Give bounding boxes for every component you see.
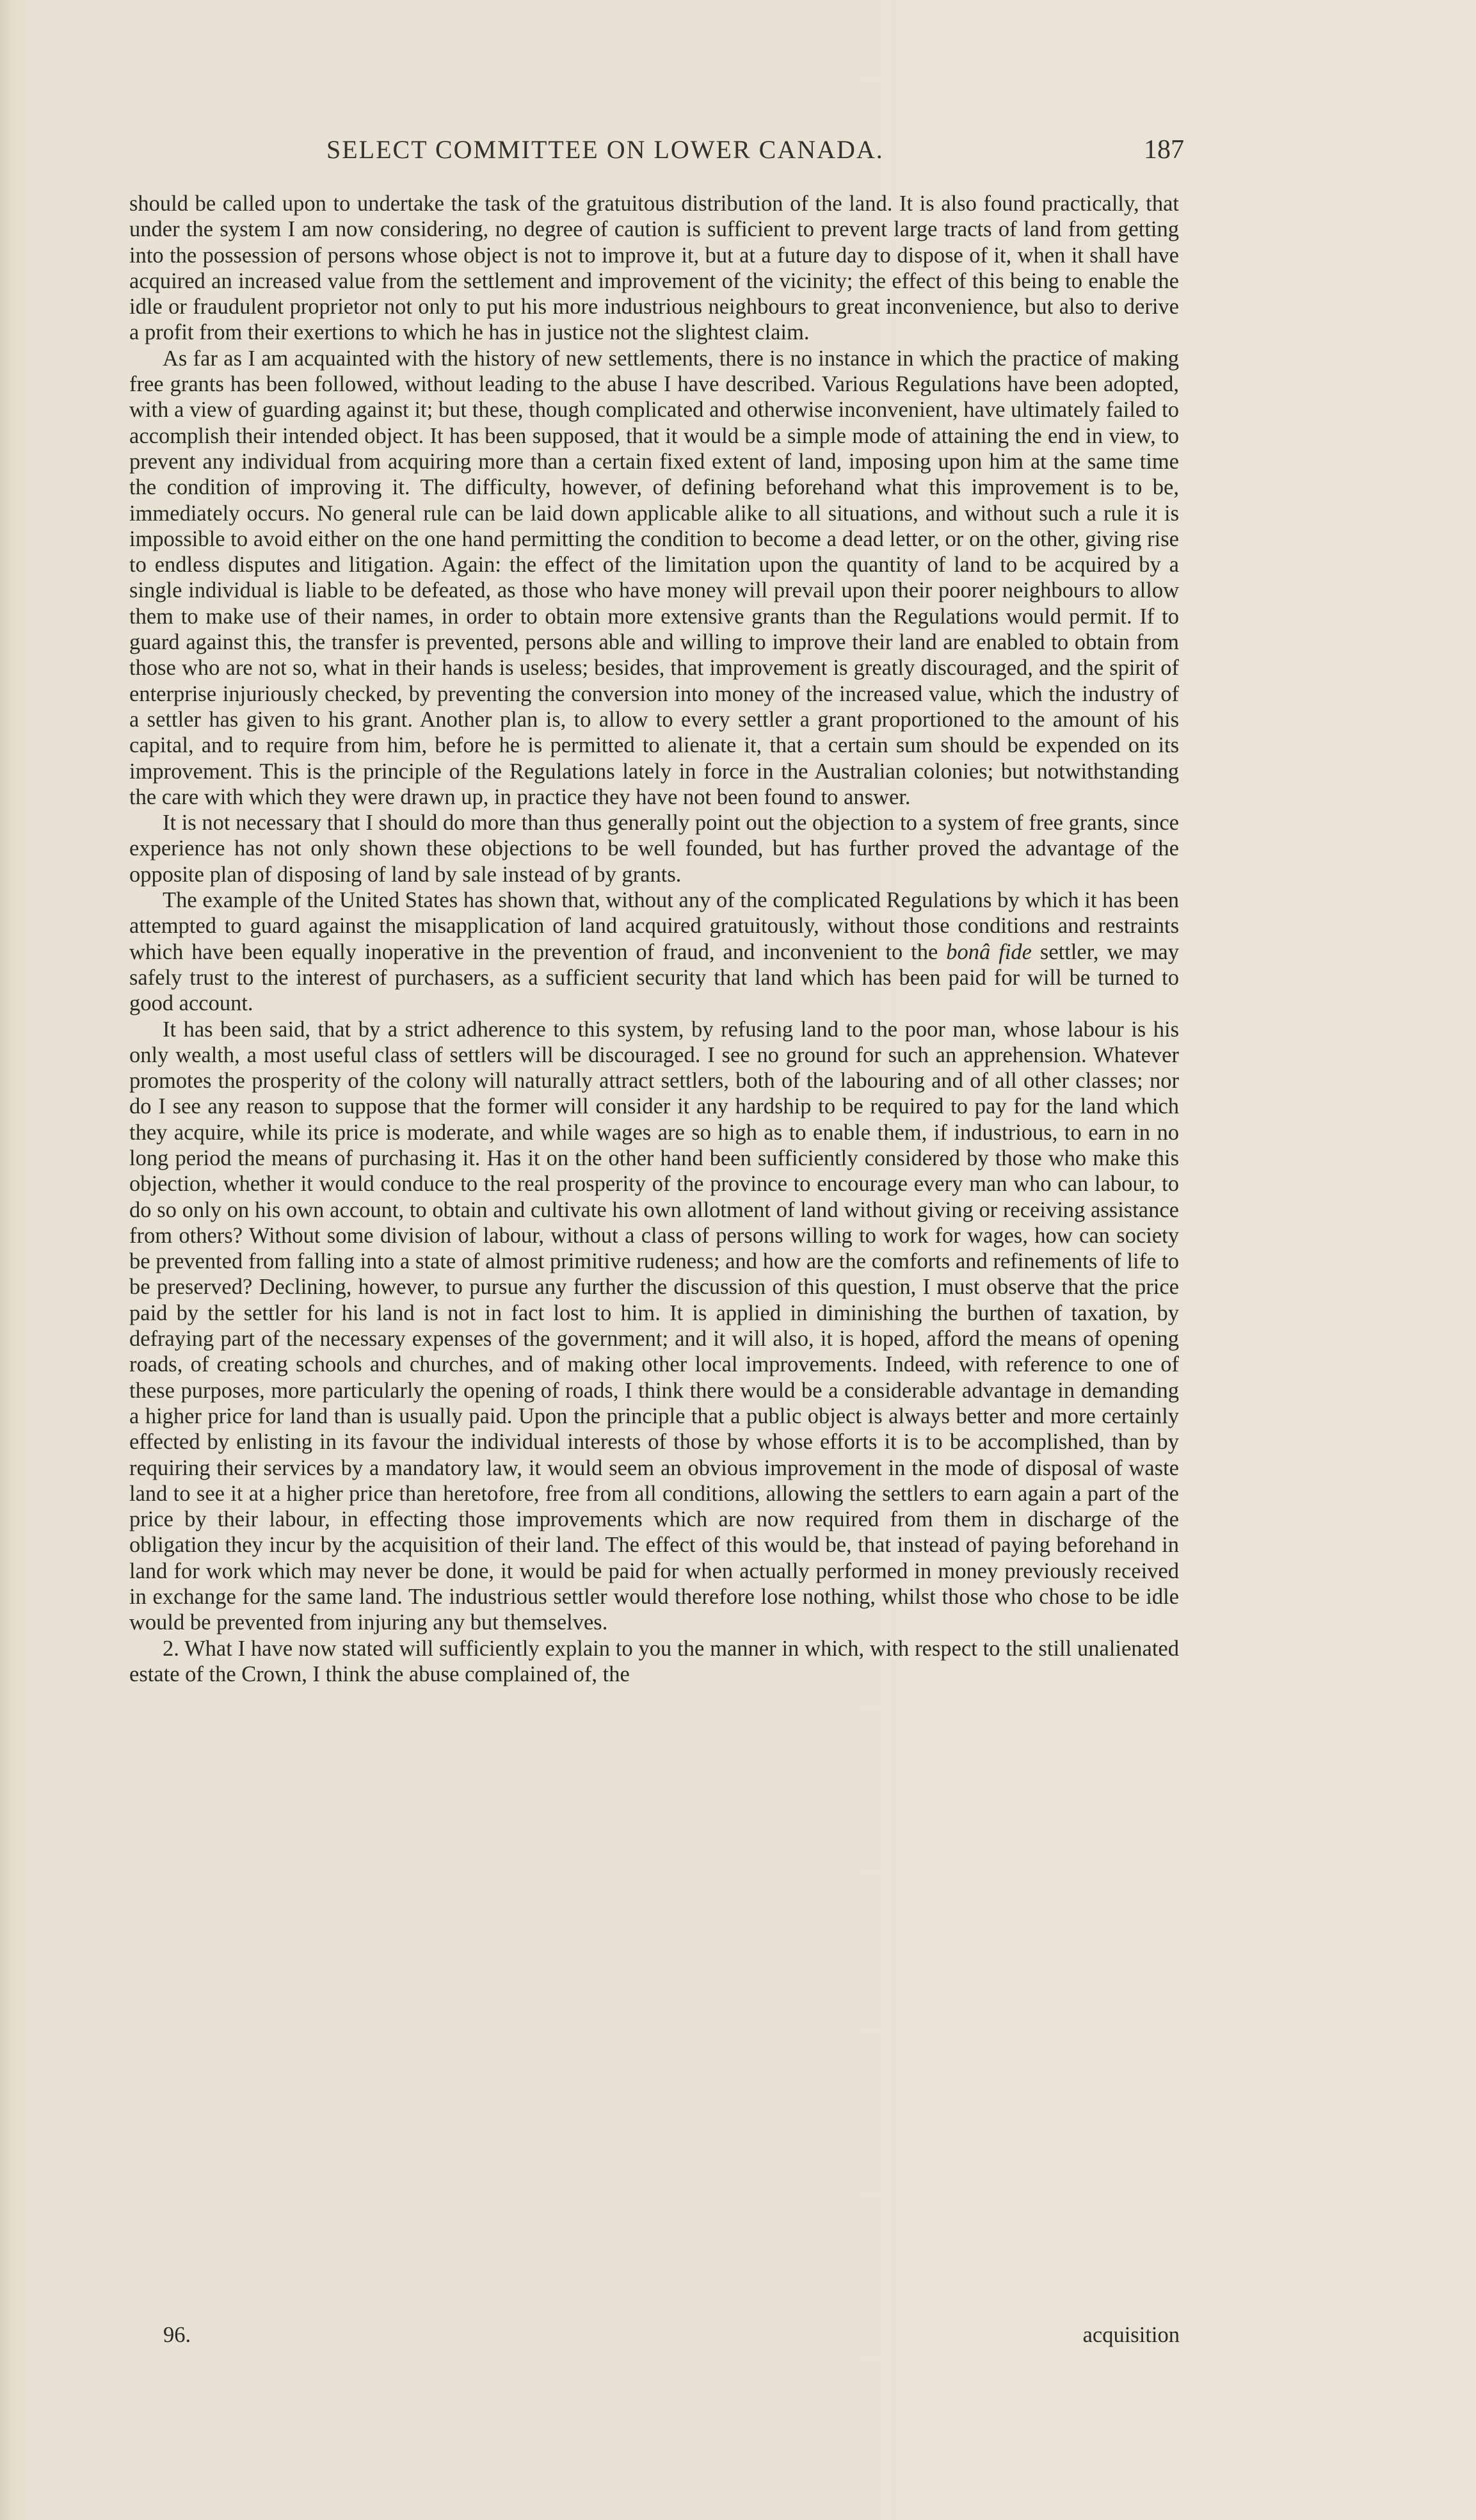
signature-mark: 96. [163, 2323, 191, 2347]
paragraph-2: As far as I am acquainted with the history of new settlements, there is no instance in which the practice of making free grants has been followed, without leading to the abuse I have described. Various Regulations have been adopted, with a view of guarding against it; but these, though complicated and otherwise inconvenient, have ultimately failed to accomplish their intended object. It has been supposed, that it would be a simple mode of attaining the end in view, to prevent any individual from acquiring more than a certain fixed extent of land, imposing upon him at the same time the condition of improving it. The difficulty, however, of defining beforehand what this improvement is to be, immediately occurs. No general rule can be laid down applicable alike to all situations, and without such a rule it is impossible to avoid either on the one hand permitting the condition to become a dead letter, or on the other, giving rise to endless disputes and litigation. Again: the effect of the limitation upon the quantity of land to be acquired by a single individual is liable to be defeated, as those who have money will prevail upon their poorer neighbours to allow them to make use of their names, in order to obtain more extensive grants than the Regulations would permit. If to guard against this, the transfer is prevented, persons able and willing to improve their land are enabled to obtain from those who are not so, what in their hands is useless; besides, that improvement is greatly discouraged, and the spirit of enterprise injuriously checked, by preventing the conversion into money of the increased value, which the industry of a settler has given to his grant. Another plan is, to allow to every settler a grant proportioned to the amount of his capital, and to require from him, before he is permitted to alienate it, that a certain sum should be expended on its improvement. This is the principle of the Regulations lately in force in the Australian colonies; but notwithstanding the care with which they were drawn up, in practice they have not been found to answer. [129, 346, 1179, 809]
running-header [122, 134, 1184, 173]
catchword: acquisition [1082, 2323, 1180, 2347]
page-footer [163, 2323, 1180, 2354]
paragraph-1: should be called upon to undertake the task of the gratuitous distribution of the land. It is also found practically, that under the system I am now considering, no degree of caution is sufficient to prevent large tracts of land from getting into the possession of persons whose object is not to improve it, but at a future day to dispose of it, when it shall have acquired an increased value from the settlement and improvement of the vicinity; the effect of this being to enable the idle or fraudulent proprietor not only to put his more industrious neighbours to great inconvenience, but also to derive a profit from their exertions to which he has in justice not the slightest claim. [129, 191, 1179, 345]
paragraph-4 [129, 887, 1179, 1016]
page-number: 187 [1144, 135, 1184, 165]
paragraph-4-text-after: settler, we may safely trust to the interest of purchasers, as a sufficient security that land which has been paid for will be turned to good account. [129, 939, 1179, 1016]
header-title: SELECT COMMITTEE ON LOWER CANADA. [326, 135, 884, 164]
body-text [129, 191, 1179, 1687]
paragraph-4-text-before: The example of the United States has shown that, without any of the complicated Regulations by which it has been attempted to guard against the misapplication of land acquired gratuitously, without those conditions and restraints which have been equally inoperative in the prevention of fraud, and inconvenient to the [129, 888, 1179, 964]
italic-phrase: bonâ fide [946, 939, 1032, 964]
paragraph-5: It has been said, that by a strict adherence to this system, by refusing land to the poor man, whose labour is his only wealth, a most useful class of settlers will be discouraged. I see no ground for such an apprehension. Whatever promotes the prosperity of the colony will naturally attract settlers, both of the labouring and of all other classes; nor do I see any reason to suppose that the former will consider it any hardship to be required to pay for the land which they acquire, while its price is moderate, and while wages are so high as to enable them, if industrious, to earn in no long period the means of purchasing it. Has it on the other hand been sufficiently considered by those who make this objection, whether it would conduce to the real prosperity of the province to encourage every man who can labour, to do so only on his own account, to obtain and cultivate his own allotment of land without giving or receiving assistance from others? Without some division of labour, without a class of persons willing to work for wages, how can society be prevented from falling into a state of almost primitive rudeness; and how are the comforts and refinements of life to be preserved? Declining, however, to pursue any further the discussion of this question, I must observe that the price paid by the settler for his land is not in fact lost to him. It is applied in diminishing the burthen of taxation, by defraying part of the necessary expenses of the government; and it will also, it is hoped, afford the means of opening roads, of creating schools and churches, and of making other local improvements. Indeed, with reference to one of these purposes, more particularly the opening of roads, I think there would be a considerable advantage in demanding a higher price for land than is usually paid. Upon the principle that a public object is always better and more certainly effected by enlisting in its favour the individual interests of those by whose efforts it is to be accomplished, than by requiring their services by a mandatory law, it would seem an obvious improvement in the mode of disposal of waste land to see it at a higher price than heretofore, free from all conditions, allowing the settlers to earn again a part of the price by their labour, in effecting those improvements which are now required from them in discharge of the obligation they incur by the acquisition of their land. The effect of this would be, that instead of paying beforehand in land for work which may never be done, it would be paid for when actually performed in money previously received in exchange for the same land. The industrious settler would therefore lose nothing, whilst those who chose to be idle would be prevented from injuring any but themselves. [129, 1017, 1179, 1635]
paragraph-6: 2. What I have now stated will sufficiently explain to you the manner in which, with respect to the still unalienated estate of the Crown, I think the abuse complained of, the [129, 1636, 1179, 1686]
paragraph-3: It is not necessary that I should do more than thus generally point out the objection to a system of free grants, since experience has not only shown these objections to be well founded, but has further proved the advantage of the opposite plan of disposing of land by sale instead of by grants. [129, 811, 1179, 887]
